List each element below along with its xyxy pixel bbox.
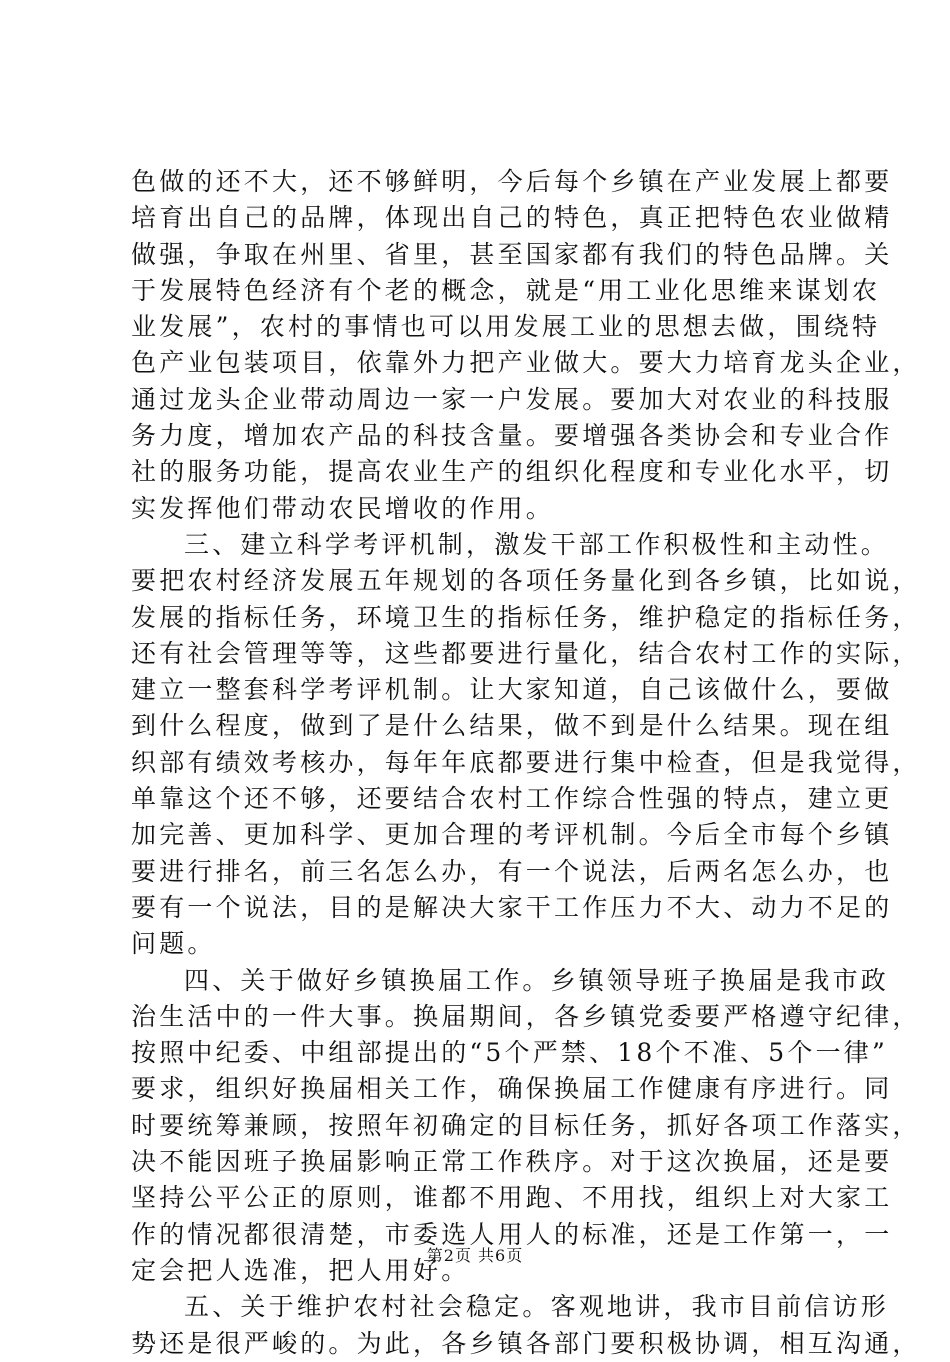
text-line: 势还是很严峻的。为此，各乡镇各部门要积极协调，相互沟通，: [131, 1328, 921, 1358]
page-footer: 第2页 共6页: [426, 1246, 524, 1265]
text-line: 还有社会管理等等，这些都要进行量化，结合农村工作的实际，: [131, 638, 921, 668]
text-line: 按照中纪委、中组部提出的“5个严禁、18个不准、5个一律”: [131, 1038, 888, 1068]
text-line: 单靠这个还不够，还要结合农村工作综合性强的特点，建立更: [131, 784, 893, 814]
text-line: 作的情况都很清楚，市委选人用人的标准，还是工作第一，一: [131, 1219, 893, 1249]
text-line: 色做的还不大，还不够鲜明，今后每个乡镇在产业发展上都要: [131, 167, 893, 196]
text-line: 做强，争取在州里、省里，甚至国家都有我们的特色品牌。关: [131, 239, 893, 269]
text-line: 于发展特色经济有个老的概念，就是“用工业化思维来谋划农: [131, 275, 881, 305]
text-line: 培育出自己的品牌，体现出自己的特色，真正把特色农业做精: [131, 203, 893, 233]
text-line: 要有一个说法，目的是解决大家干工作压力不大、动力不足的: [131, 892, 893, 922]
text-line: 三、建立科学考评机制，激发干部工作积极性和主动性。: [184, 529, 890, 559]
text-line: 色产业包装项目，依靠外力把产业做大。要大力培育龙头企业，: [131, 348, 921, 378]
text-line: 织部有绩效考核办，每年年底都要进行集中检查，但是我觉得，: [131, 747, 921, 777]
document-body: [131, 164, 921, 1362]
text-line: 实发挥他们带动农民增收的作用。: [131, 493, 555, 523]
text-line: 要进行排名，前三名怎么办，有一个说法，后两名怎么办，也: [131, 856, 893, 886]
text-line: 问题。: [131, 929, 216, 959]
text-line: 务力度，增加农产品的科技含量。要增强各类协会和专业合作: [131, 421, 893, 451]
text-line: 定会把人选准，把人用好。: [131, 1255, 470, 1285]
text-line: 建立一整套科学考评机制。让大家知道，自己该做什么，要做: [131, 675, 893, 705]
text-line: 加完善、更加科学、更加合理的考评机制。今后全市每个乡镇: [131, 820, 893, 850]
text-line: 业发展”，农村的事情也可以用发展工业的思想去做，围绕特: [131, 312, 881, 342]
text-line: 决不能因班子换届影响正常工作秩序。对于这次换届，还是要: [131, 1147, 893, 1177]
text-line: 发展的指标任务，环境卫生的指标任务，维护稳定的指标任务，: [131, 602, 921, 632]
text-line: 社的服务功能，提高农业生产的组织化程度和专业化水平，切: [131, 457, 893, 487]
text-line: 时要统筹兼顾，按照年初确定的目标任务，抓好各项工作落实，: [131, 1110, 921, 1140]
text-line: 五、关于维护农村社会稳定。客观地讲，我市目前信访形: [184, 1292, 890, 1322]
text-line: 治生活中的一件大事。换届期间，各乡镇党委要严格遵守纪律，: [131, 1001, 921, 1031]
text-line: 要把农村经济发展五年规划的各项任务量化到各乡镇，比如说，: [131, 566, 921, 596]
text-line: 四、关于做好乡镇换届工作。乡镇领导班子换届是我市政: [184, 965, 890, 995]
text-line: 坚持公平公正的原则，谁都不用跑、不用找，组织上对大家工: [131, 1183, 893, 1213]
text-line: 到什么程度，做到了是什么结果，做不到是什么结果。现在组: [131, 711, 893, 741]
text-line: 通过龙头企业带动周边一家一户发展。要加大对农业的科技服: [131, 384, 893, 414]
text-line: 要求，组织好换届相关工作，确保换届工作健康有序进行。同: [131, 1074, 893, 1104]
